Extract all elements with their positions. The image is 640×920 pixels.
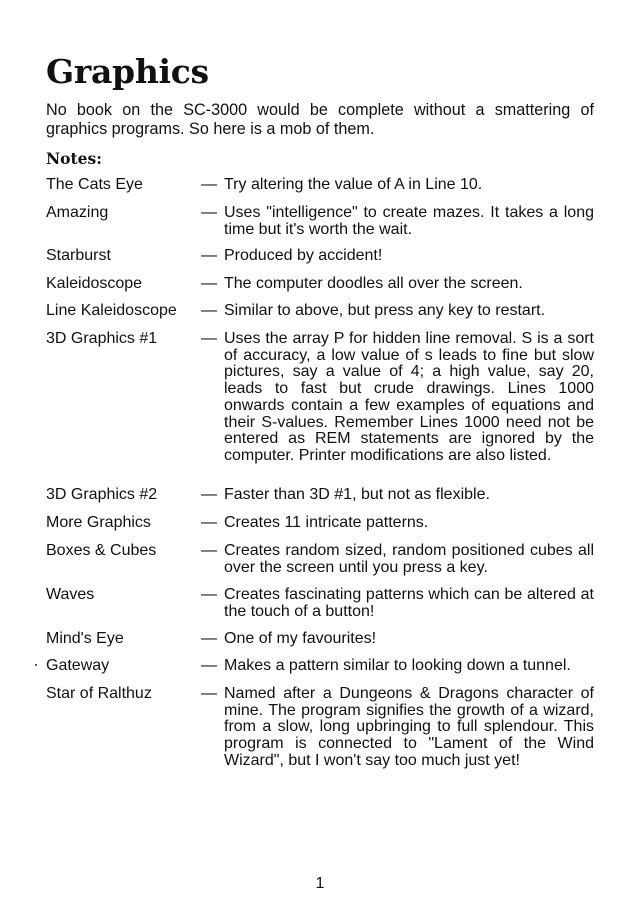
program-description: Uses "intelligence" to create mazes. It takes a long time but it's worth the wait.	[224, 204, 594, 238]
dash-separator: —	[201, 542, 217, 559]
dash-separator: —	[201, 176, 217, 193]
program-name: Starburst	[46, 247, 111, 264]
program-description: Creates 11 intricate patterns.	[224, 514, 429, 531]
program-name: Amazing	[46, 204, 109, 221]
program-description: Makes a pattern similar to looking down a tunnel.	[224, 657, 571, 674]
program-description: Uses the array P for hidden line removal. S is a sort of accuracy, a low value of s leads to fine but slow pictures, say a value of 4; a high value, say 20, leads to fast but crude drawings. Lines 1000 onwards contain a few examples of equations and their S-values. Remember Lines 1000 need not be entered as REM statements are ignored by the computer. Printer modifications are also listed.	[224, 330, 594, 464]
page-number: 1	[315, 875, 325, 892]
dash-separator: —	[201, 204, 217, 221]
page-title: Graphics	[46, 52, 209, 91]
print-speck	[35, 664, 37, 666]
dash-separator: —	[201, 630, 217, 647]
dash-separator: —	[201, 685, 217, 702]
program-name: Kaleidoscope	[46, 275, 143, 292]
dash-separator: —	[201, 330, 217, 347]
program-description: Produced by accident!	[224, 247, 383, 264]
program-description: One of my favourites!	[224, 630, 377, 647]
dash-separator: —	[201, 302, 217, 319]
dash-separator: —	[201, 247, 217, 264]
program-name: Line Kaleidoscope	[46, 302, 177, 319]
program-name: Waves	[46, 586, 95, 603]
program-name: Mind's Eye	[46, 630, 124, 647]
program-name: 3D Graphics #2	[46, 486, 158, 503]
dash-separator: —	[201, 486, 217, 503]
program-description: Similar to above, but press any key to restart.	[224, 302, 546, 319]
notes-heading: Notes:	[46, 149, 102, 168]
program-description: Named after a Dungeons & Dragons character of mine. The program signifies the growth of a wizard, from a slow, long upbringing to full splendour. This program is connected to "Lament of the Wind Wizard", but I won't say too much just yet!	[224, 685, 594, 769]
program-name: Gateway	[46, 657, 110, 674]
dash-separator: —	[201, 657, 217, 674]
program-description: The computer doodles all over the screen.	[224, 275, 523, 292]
program-name: The Cats Eye	[46, 176, 143, 193]
program-description: Creates fascinating patterns which can be altered at the touch of a button!	[224, 586, 594, 620]
dash-separator: —	[201, 586, 217, 603]
intro-paragraph: No book on the SC-3000 would be complete without a smattering of graphics programs. So here is a mob of them.	[46, 101, 594, 138]
program-description: Try altering the value of A in Line 10.	[224, 176, 483, 193]
program-name: More Graphics	[46, 514, 151, 531]
program-name: Boxes & Cubes	[46, 542, 157, 559]
dash-separator: —	[201, 514, 217, 531]
program-name: Star of Ralthuz	[46, 685, 152, 702]
program-description: Creates random sized, random positioned cubes all over the screen until you press a key.	[224, 542, 594, 576]
dash-separator: —	[201, 275, 217, 292]
program-name: 3D Graphics #1	[46, 330, 158, 347]
program-description: Faster than 3D #1, but not as flexible.	[224, 486, 490, 503]
